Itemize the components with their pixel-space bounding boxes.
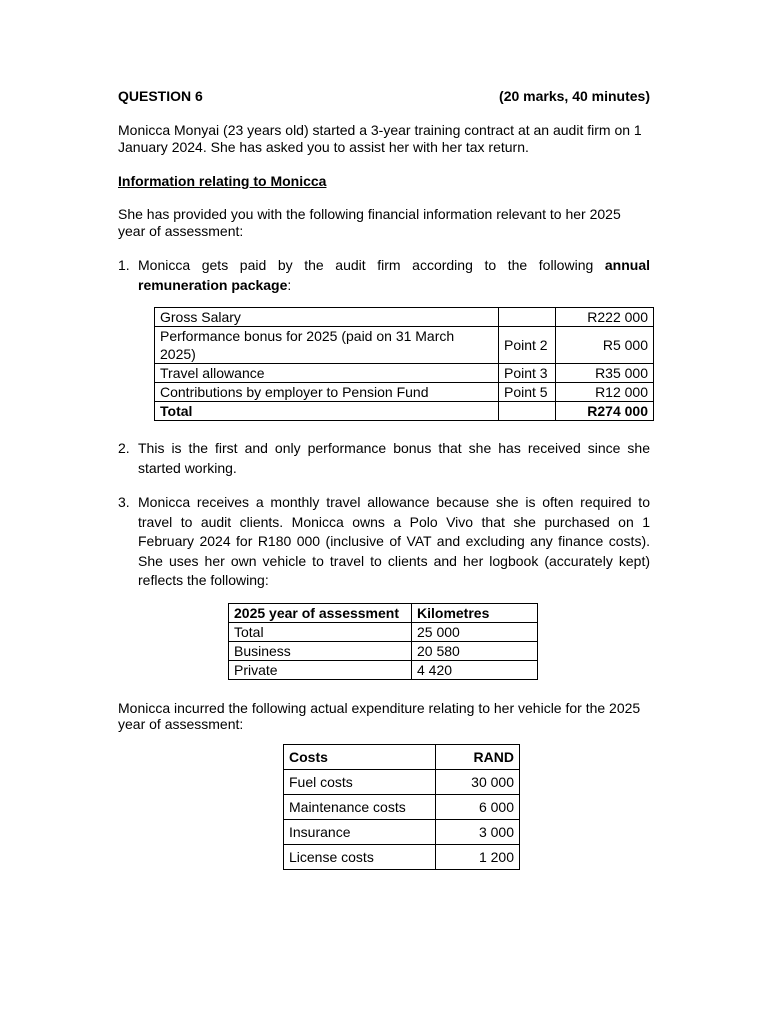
- point-number: 3.: [118, 494, 130, 510]
- table-cell: Fuel costs: [284, 769, 436, 794]
- point-number: 2.: [118, 440, 130, 456]
- table-cell: R12 000: [556, 383, 654, 402]
- table-cell: 6 000: [436, 794, 520, 819]
- point-text: Monicca gets paid by the audit firm according to the following: [138, 257, 605, 273]
- table-row: [155, 327, 654, 364]
- table-row: [229, 641, 538, 660]
- table-cell: Gross Salary: [155, 308, 499, 327]
- point-item-2: [118, 439, 650, 478]
- table-cell: Insurance: [284, 819, 436, 844]
- table-row: [284, 794, 520, 819]
- costs-table: [283, 744, 520, 870]
- table-header-row: [284, 744, 520, 769]
- question-marks: (20 marks, 40 minutes): [499, 88, 650, 104]
- table-cell: Contributions by employer to Pension Fund: [155, 383, 499, 402]
- table-row: [229, 660, 538, 679]
- table-cell: Travel allowance: [155, 364, 499, 383]
- table-cell: [499, 402, 556, 421]
- table-header-row: [229, 603, 538, 622]
- table-row: [155, 383, 654, 402]
- table-cell: Private: [229, 660, 412, 679]
- table-cell: R274 000: [556, 402, 654, 421]
- table-cell: Total: [229, 622, 412, 641]
- intro-paragraph: Monicca Monyai (23 years old) started a 3-year training contract at an audit firm on 1 January 2024. She has asked you to assist her with her tax return.: [118, 122, 642, 155]
- table-header-cell: Kilometres: [412, 603, 538, 622]
- table-cell: 4 420: [412, 660, 538, 679]
- table-row: [155, 308, 654, 327]
- remuneration-table: [154, 307, 654, 421]
- document-page: [118, 86, 650, 870]
- table-cell: R5 000: [556, 327, 654, 364]
- table-header-cell: 2025 year of assessment: [229, 603, 412, 622]
- table-cell: [499, 308, 556, 327]
- table-cell: License costs: [284, 844, 436, 869]
- point-text-bold: annual remuneration package: [138, 257, 650, 293]
- point-text-end: :: [287, 276, 292, 293]
- table-cell: 3 000: [436, 819, 520, 844]
- logbook-table: [228, 603, 538, 680]
- table-cell: 1 200: [436, 844, 520, 869]
- table-cell: Point 2: [499, 327, 556, 364]
- points-list: [118, 256, 650, 591]
- table-row: [284, 819, 520, 844]
- point-item-3: [118, 493, 650, 591]
- section-intro: She has provided you with the following financial information relevant to her 2025 year of assessment:: [118, 206, 621, 239]
- table-cell: Point 3: [499, 364, 556, 383]
- point-number: 1.: [118, 257, 130, 273]
- table-cell: 25 000: [412, 622, 538, 641]
- table-cell: R222 000: [556, 308, 654, 327]
- expenditure-paragraph: Monicca incurred the following actual expenditure relating to her vehicle for the 2025 year of assessment:: [118, 699, 641, 732]
- table-cell: R35 000: [556, 364, 654, 383]
- table-cell: Total: [155, 402, 499, 421]
- question-title: QUESTION 6: [118, 88, 203, 104]
- point-item-1: [118, 256, 650, 421]
- table-total-row: [155, 402, 654, 421]
- table-row: [229, 622, 538, 641]
- table-cell: Business: [229, 641, 412, 660]
- table-cell: Point 5: [499, 383, 556, 402]
- table-header-cell: Costs: [284, 744, 436, 769]
- table-cell: 20 580: [412, 641, 538, 660]
- point-text: Monicca receives a monthly travel allowance because she is often required to travel to audit clients. Monicca owns a Polo Vivo that she purchased on 1 February 2024 for R180 000 (inclusive of VAT and excluding any finance costs). She uses her own vehicle to travel to clients and her logbook (accurately kept) reflects the following:: [138, 494, 650, 588]
- point-text: This is the first and only performance bonus that she has received since she started working.: [138, 440, 650, 476]
- section-heading: Information relating to Monicca: [118, 173, 327, 189]
- table-row: [284, 844, 520, 869]
- table-cell: Maintenance costs: [284, 794, 436, 819]
- table-row: [155, 364, 654, 383]
- table-cell: 30 000: [436, 769, 520, 794]
- question-header: [118, 86, 650, 106]
- table-cell: Performance bonus for 2025 (paid on 31 March 2025): [155, 327, 499, 364]
- table-row: [284, 769, 520, 794]
- table-header-cell: RAND: [436, 744, 520, 769]
